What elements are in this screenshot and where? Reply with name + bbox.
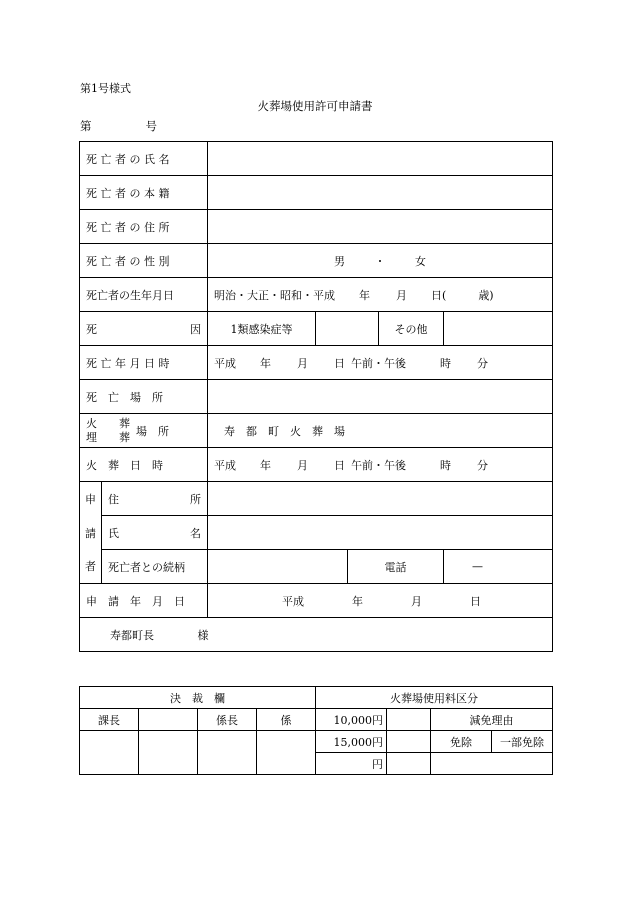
- subsection-chief-label: 係長: [198, 709, 257, 731]
- death-year-unit: 年: [260, 356, 272, 370]
- label-deceased-name: 死 亡 者 の 氏 名: [80, 142, 208, 176]
- field-cremation-datetime[interactable]: [208, 448, 553, 482]
- crem-b1: 埋: [86, 430, 97, 444]
- row-death-datetime: [80, 346, 553, 380]
- cremation-burial-label: [86, 417, 130, 445]
- apply-era: 平成: [282, 594, 305, 608]
- row-apply-date: [80, 584, 553, 618]
- exemption-full[interactable]: 免除: [431, 731, 492, 753]
- birth-year-unit: 年: [359, 288, 371, 302]
- fee-15000-check[interactable]: [387, 731, 431, 753]
- crem-dt-label: 火 葬 日 時: [86, 458, 163, 472]
- label-applicant-name: [102, 516, 208, 550]
- birth-age-open: 日(: [431, 288, 447, 302]
- fee-custom[interactable]: 円: [316, 753, 387, 775]
- approval-header: 決 裁 欄: [80, 687, 316, 709]
- label-deceased-sex: 死 亡 者 の 性 別: [80, 244, 208, 278]
- apply-date-label: 申 請 年 月 日: [86, 594, 185, 608]
- field-deceased-sex[interactable]: [208, 244, 553, 278]
- birth-age-close: 歳): [478, 288, 494, 302]
- sex-male: 男: [334, 254, 346, 268]
- label-phone: 電話: [348, 550, 444, 584]
- row-applicant-name: [80, 516, 553, 550]
- field-death-datetime[interactable]: [208, 346, 553, 380]
- cause-label-a: 死: [86, 322, 97, 336]
- label-deceased-address: 死 亡 者 の 住 所: [80, 210, 208, 244]
- form-number: 第1号様式: [80, 82, 131, 95]
- field-deceased-honseki[interactable]: [208, 176, 553, 210]
- stamp-staff[interactable]: [257, 731, 316, 775]
- death-minute-unit: 分: [477, 356, 489, 370]
- field-death-place[interactable]: [208, 380, 553, 414]
- sex-female: 女: [415, 254, 427, 268]
- fee-custom-check[interactable]: [387, 753, 431, 775]
- row-deceased-sex: [80, 244, 553, 278]
- row-cause-of-death: [80, 312, 553, 346]
- app-addr-b: 所: [190, 492, 202, 506]
- crem-a1: 火: [86, 416, 97, 430]
- stamp-section-chief[interactable]: [80, 731, 139, 775]
- apply-year-unit: 年: [352, 594, 364, 608]
- page-title: 火葬場使用許可申請書: [257, 99, 373, 113]
- death-day-unit: 日: [334, 356, 346, 370]
- row-applicant-relation: [80, 550, 553, 584]
- mayor-label: 寿都町長: [110, 628, 154, 642]
- cause-other-check[interactable]: [444, 312, 553, 346]
- row-death-place: [80, 380, 553, 414]
- field-applicant-relation[interactable]: [208, 550, 348, 584]
- birth-era: 明治・大正・昭和・平成: [214, 288, 336, 302]
- exemption-reason-field[interactable]: [431, 753, 553, 775]
- application-table: [79, 141, 553, 652]
- crem-a2: 葬: [119, 416, 130, 430]
- label-death-datetime: 死 亡 年 月 日 時: [80, 346, 208, 380]
- row-cremation-place: [80, 414, 553, 448]
- crem-day-unit: 日: [334, 458, 346, 472]
- death-month-unit: 月: [297, 356, 309, 370]
- stamp-blank[interactable]: [139, 731, 198, 775]
- crem-line1: [86, 417, 130, 431]
- field-cremation-place: [208, 414, 553, 448]
- sama-label: 様: [197, 628, 209, 642]
- field-applicant-address[interactable]: [208, 482, 553, 516]
- exemption-partial[interactable]: 一部免除: [492, 731, 553, 753]
- cause-other[interactable]: その他: [379, 312, 444, 346]
- sex-separator: ・: [374, 254, 386, 268]
- label-cremation-datetime: [80, 448, 208, 482]
- field-deceased-name[interactable]: [208, 142, 553, 176]
- cremation-place-value: 寿 都 町 火 葬 場: [224, 424, 346, 438]
- stamp-subsection-chief[interactable]: [198, 731, 257, 775]
- label-deceased-birth: 死亡者の生年月日: [80, 278, 208, 312]
- label-applicant-relation: 死亡者との続柄: [102, 550, 208, 584]
- crem-minute-unit: 分: [477, 458, 489, 472]
- field-deceased-birth[interactable]: [208, 278, 553, 312]
- death-ampm: 午前・午後: [351, 356, 407, 370]
- label-cremation-place: [80, 414, 208, 448]
- crem-b2: 葬: [119, 430, 130, 444]
- applicant-v1: 申: [80, 482, 102, 516]
- app-name-b: 名: [190, 526, 202, 540]
- label-death-place: [80, 380, 208, 414]
- fee-10000: 10,000円: [316, 709, 387, 731]
- fee-header: 火葬場使用料区分: [316, 687, 553, 709]
- field-phone[interactable]: [444, 550, 553, 584]
- crem-era: 平成: [214, 458, 237, 472]
- row-cremation-datetime: [80, 448, 553, 482]
- app-addr-a: 住: [108, 492, 119, 506]
- label-cause-of-death: [80, 312, 208, 346]
- fee-15000: 15,000円: [316, 731, 387, 753]
- applicant-v2: 請: [80, 516, 102, 550]
- row-deceased-address: [80, 210, 553, 244]
- label-deceased-honseki: 死 亡 者 の 本 籍: [80, 176, 208, 210]
- row-deceased-name: [80, 142, 553, 176]
- field-applicant-name[interactable]: [208, 516, 553, 550]
- document-number: [80, 118, 157, 134]
- dai-label: 第: [80, 119, 92, 133]
- phone-dash: —: [472, 560, 484, 573]
- approval-table: [79, 686, 553, 775]
- crem-month-unit: 月: [297, 458, 309, 472]
- crem-line2: [86, 431, 130, 445]
- row-deceased-honseki: [80, 176, 553, 210]
- blank-approval-1: [139, 709, 198, 731]
- death-hour-unit: 時: [440, 356, 452, 370]
- addressee: [80, 618, 553, 652]
- cause-infectious-check[interactable]: [316, 312, 379, 346]
- apply-month-unit: 月: [411, 594, 423, 608]
- death-era: 平成: [214, 356, 237, 370]
- death-place-label: 死 亡 場 所: [86, 390, 163, 404]
- cause-infectious[interactable]: 1類感染症等: [208, 312, 316, 346]
- section-chief-label: 課長: [80, 709, 139, 731]
- staff-label: 係: [257, 709, 316, 731]
- field-deceased-address[interactable]: [208, 210, 553, 244]
- apply-day-unit: 日: [470, 594, 482, 608]
- fee-10000-check[interactable]: [387, 709, 431, 731]
- row-deceased-birth: [80, 278, 553, 312]
- crem-ampm: 午前・午後: [351, 458, 407, 472]
- label-apply-date: [80, 584, 208, 618]
- label-applicant-address: [102, 482, 208, 516]
- exemption-reason-label: 減免理由: [431, 709, 553, 731]
- row-applicant-address: [80, 482, 553, 516]
- field-apply-date[interactable]: [208, 584, 553, 618]
- crem-year-unit: 年: [260, 458, 272, 472]
- go-label: 号: [145, 119, 157, 133]
- app-name-a: 氏: [108, 526, 119, 540]
- birth-month-unit: 月: [396, 288, 408, 302]
- crem-hour-unit: 時: [440, 458, 452, 472]
- row-addressee: [80, 618, 553, 652]
- cause-label-b: 因: [190, 322, 202, 336]
- applicant-v3: 者: [80, 550, 102, 584]
- crem-place-label: 場 所: [136, 424, 169, 438]
